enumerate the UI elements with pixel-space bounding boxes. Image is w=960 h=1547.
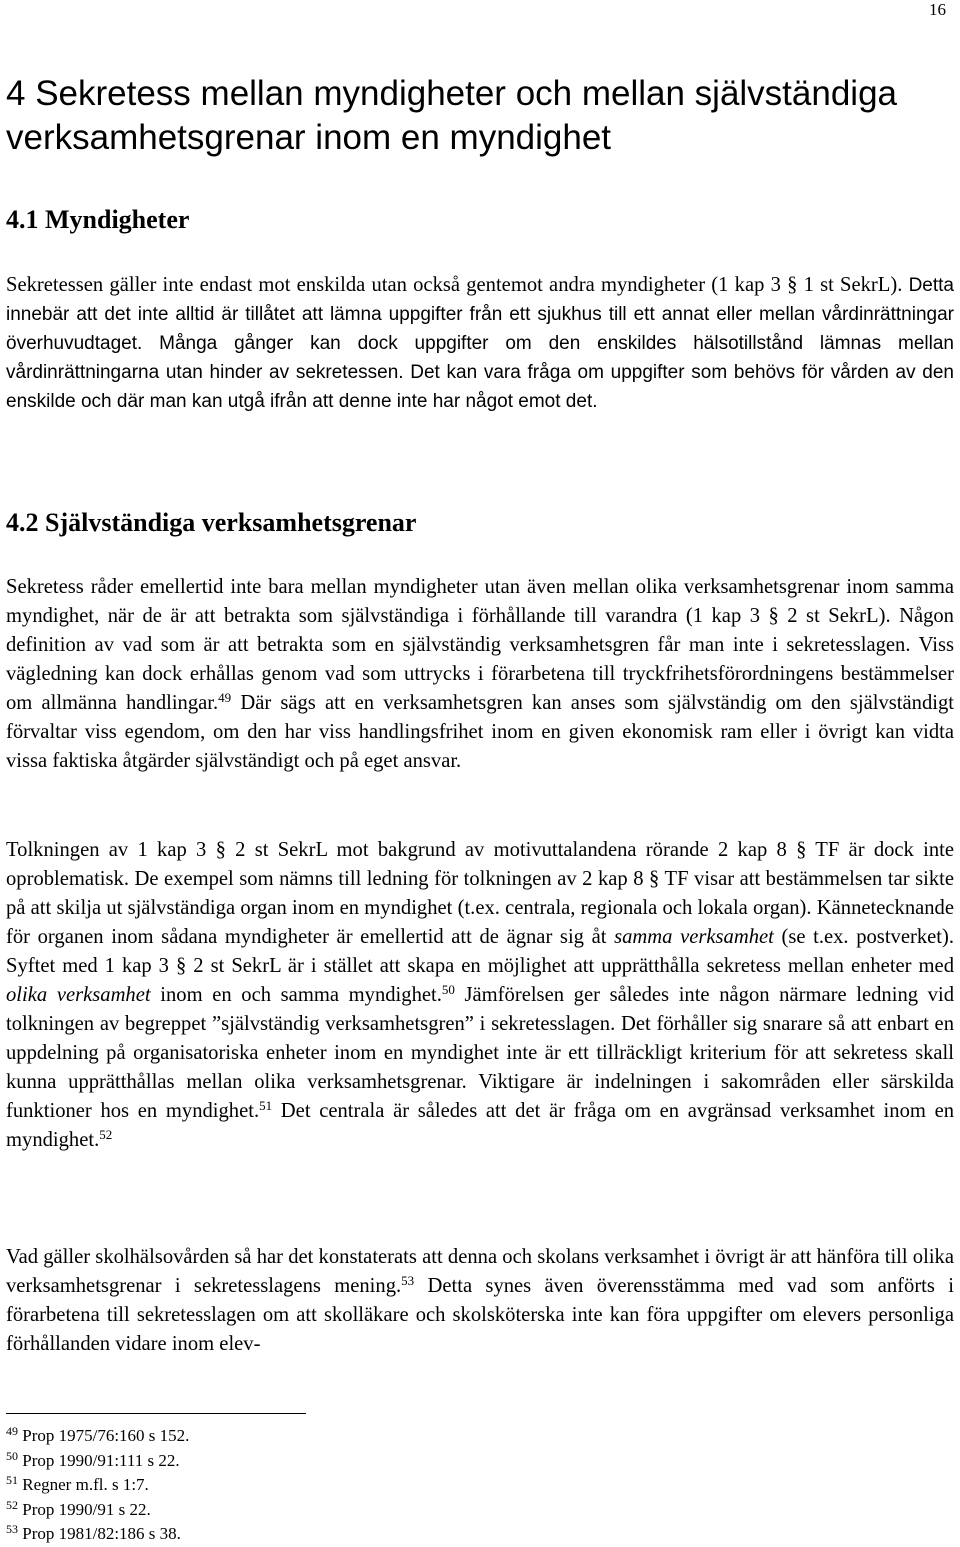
text-run: Vad gäller skolhälsovården så har det konstaterats att denna och skolans verksamhet i övrigt är att hänföra till olika verksamhetsgrenar i sekretesslagens mening. [6,1246,954,1297]
footnote-text: Prop 1990/91:111 s 22. [22,1450,180,1470]
footnote-number: 51 [6,1473,18,1487]
section-1-paragraph [6,271,954,416]
footnote-text: Prop 1981/82:186 s 38. [22,1524,181,1543]
footnote-item [6,1522,189,1547]
section-heading-verksamhetsgrenar: 4.2 Självständiga verksamhetsgrenar [6,508,417,537]
text-run: 1 st SekrL). [797,274,909,296]
footnote-ref-51[interactable]: 51 [259,1098,273,1113]
footnote-text: Prop 1990/91 s 22. [22,1499,151,1519]
footnote-ref-50[interactable]: 50 [441,982,455,997]
text-run: 2 st SekrL är i stället att skapa en möjlighet att upprätthålla sekretess mellan enheter med [186,955,954,977]
section-2-paragraph-3 [6,1243,954,1359]
text-run: Detta innebär att det inte alltid är tillåtet att lämna uppgifter från ett sjukhus till ett annat eller mellan vårdinrättningar överhuvudtaget. Många gånger kan dock uppgifter om den enskildes hälsotillstånd lämnas mellan vårdinrättningarna utan hinder av sekretessen. Det kan vara fråga om uppgifter som behövs för vården av den enskilde och där man kan utgå ifrån att denne inte har något emot det. [6,275,954,412]
section-2-paragraph-1 [6,573,954,776]
footnote-item [6,1473,189,1498]
text-run: TF är dock inte oproblematisk. De exempel som nämns till ledning för tolkningen av 2 kap 8 [6,839,954,890]
footnote-number: 52 [6,1497,18,1512]
footnote-number: 49 [6,1424,18,1438]
footnote-text: Regner m.fl. s 1:7. [22,1475,149,1494]
footnote-ref-52[interactable]: 52 [99,1127,113,1142]
text-run: Tolkningen av 1 kap 3 [6,839,216,861]
text-run: Sekretess råder emellertid inte bara mellan myndigheter utan även mellan olika verksamhetsgrenar inom samma myndighet, när de är att betrakta som självständiga i förhållande till varandra (1 kap 3 [6,576,954,627]
section-sign: § [215,839,226,861]
chapter-title: 4 Sekretess mellan myndigheter och mellan självständiga verksamhetsgrenar inom en myndighet [6,74,898,157]
text-run: Detta synes även överensstämma med vad som anförts i förarbetena till sekretesslagen om att skolläkare och skolsköterska inte kan föra uppgifter om elevers personliga förhållanden vidare inom elev- [6,1275,954,1355]
section-2-paragraph-2 [6,836,954,1155]
footnote-ref-53[interactable]: 53 [401,1273,415,1288]
footnote-ref-49[interactable]: 49 [218,690,232,705]
section-sign: § [787,274,798,296]
text-run: 2 st SekrL mot bakgrund av motivuttalandena rörande 2 kap 8 [225,839,797,861]
text-run: 2 st SekrL). Någon definition av vad som är att betrakta som en självständig verksamhetsgren får man inte i sekretesslagen. Viss vägledning kan dock erhållas genom vad som uttrycks i förarbetena till tryckfrihetsförordningens bestämmelser om allmänna handlingar. [6,605,954,714]
section-sign: § [649,868,660,890]
emphasis-text: samma verksamhet [614,926,774,948]
section-heading-myndigheter: 4.1 Myndigheter [6,205,190,234]
text-run: Sekretessen gäller inte endast mot enskilda utan också gentemot andra myndigheter (1 kap 3 [6,274,788,296]
text-run: inom en och samma myndighet. [150,984,442,1006]
page-number: 16 [929,0,946,19]
text-run: Jämförelsen ger således inte någon närmare ledning vid tolkningen av begreppet ”självständig verksamhetsgren” i sekretesslagen. Det förhåller sig snarare så att enbart en uppdelning på organisatoriska enheter inom en myndighet inte är ett tillräckligt kriterium för att sekretess skall kunna upprätthållas mellan olika verksamhetsgrenar. Viktigare är indelningen i sakområden eller särskilda funktioner hos en myndighet. [6,984,954,1122]
section-sign: § [175,955,187,977]
footnote-item [6,1424,189,1449]
text-run: TF visar att bestämmelsen tar sikte på att skilja ut självständiga organ inom en myndighet (t.ex. centrala, regionala och lokala organ). Kännetecknande för organen inom sådana myndigheter är emellertid att de ägnar sig åt [6,868,954,948]
section-sign: § [768,605,779,627]
text-run: Där sägs att en verksamhetsgren kan anses som självständig om den självständigt förvaltar viss egendom, om den har viss handlingsfrihet inom en given ekonomisk ram eller i övrigt kan vidta vissa faktiska åtgärder självständigt och på eget ansvar. [6,692,954,772]
footnote-item [6,1498,189,1523]
emphasis-text: olika verksamhet [6,984,151,1006]
footnote-divider [6,1413,306,1414]
text-run: Det centrala är således att det är fråga om en avgränsad verksamhet inom en myndighet. [6,1100,955,1151]
footnote-item [6,1449,189,1474]
footnote-number: 53 [6,1522,18,1536]
footnote-list [6,1424,189,1547]
text-run: (se t.ex. postverket). Syftet med 1 kap 3 [6,926,955,977]
section-sign: § [796,839,807,861]
footnote-text: Prop 1975/76:160 s 152. [22,1426,190,1445]
footnote-number: 50 [6,1448,18,1463]
